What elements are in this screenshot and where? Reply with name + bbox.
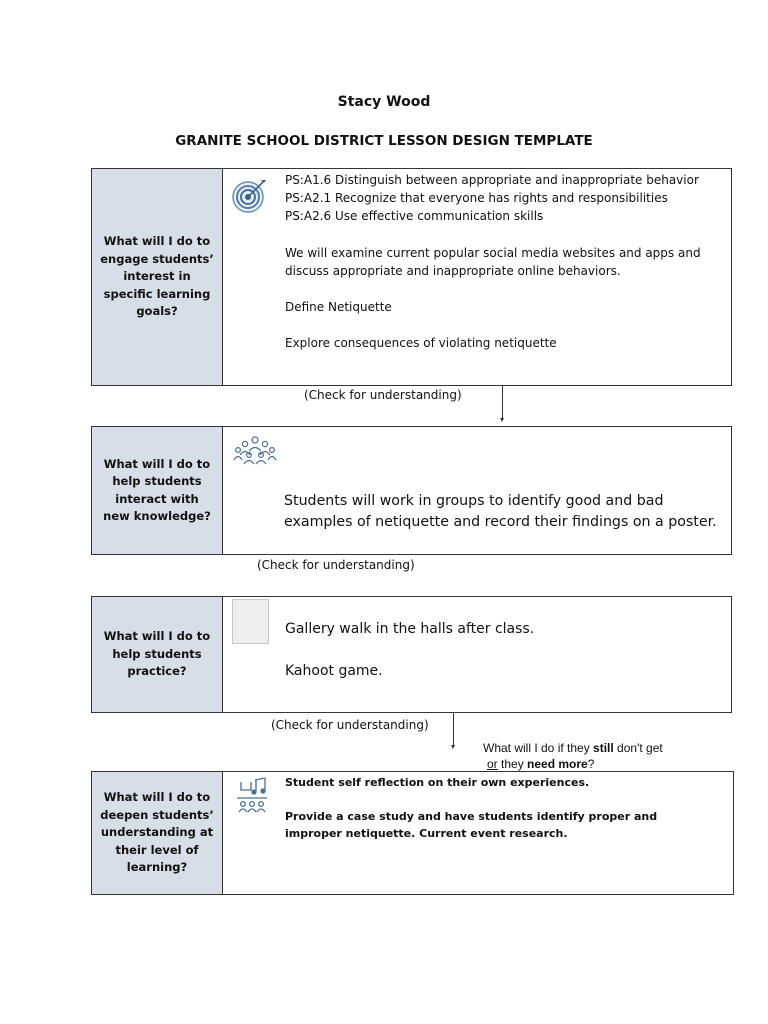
- side-note-or: or: [487, 757, 498, 771]
- side-note-still: still: [593, 741, 614, 755]
- check-for-understanding: (Check for understanding): [304, 388, 462, 402]
- content-self-reflection: Student self reflection on their own experiences.: [285, 776, 590, 789]
- content-groups: Students will work in groups to identify good and bad examples of netiquette and record their findings on a poster.: [284, 493, 717, 530]
- section-interact: [91, 426, 732, 555]
- section-deepen: [91, 771, 734, 895]
- connector-line: [453, 713, 454, 747]
- section-content: [284, 491, 729, 533]
- side-note-text: they: [497, 757, 528, 771]
- connector-line: [502, 386, 503, 419]
- document-title: GRANITE SCHOOL DISTRICT LESSON DESIGN TEMPLATE: [175, 133, 593, 149]
- arrow-down-icon: [500, 418, 504, 422]
- content-case-study: Provide a case study and have students identify proper and improper netiquette. Current event research.: [285, 810, 658, 840]
- content-kahoot: Kahoot game.: [285, 663, 383, 679]
- standard-a2-6: PS:A2.6 Use effective communication skills: [285, 209, 544, 223]
- side-note-text: What will I do if they: [483, 741, 594, 755]
- check-for-understanding: (Check for understanding): [257, 558, 415, 572]
- content-examine: We will examine current popular social media websites and apps and discuss appropriate and inappropriate online behaviors.: [285, 246, 701, 278]
- section-question: What will I do to deepen students’ understanding at their level of learning?: [92, 772, 223, 894]
- side-note-need-more: need more: [527, 757, 588, 771]
- blank-image-icon: [232, 599, 269, 644]
- standard-a2-1: PS:A2.1 Recognize that everyone has rights and responsibilities: [285, 191, 668, 205]
- side-note: [483, 740, 713, 772]
- side-note-text: ?: [587, 757, 595, 771]
- section-question: What will I do to help students interact with new knowledge?: [92, 427, 223, 554]
- section-question: What will I do to help students practice?: [92, 597, 223, 712]
- section-practice: [91, 596, 732, 713]
- content-define: Define Netiquette: [285, 300, 392, 314]
- reflection-icon: [235, 776, 269, 819]
- standard-a1-6: PS:A1.6 Distinguish between appropriate and inappropriate behavior: [285, 173, 699, 187]
- arrow-down-icon: [451, 745, 455, 749]
- target-icon: [232, 177, 268, 220]
- group-icon: [233, 435, 277, 474]
- check-for-understanding: (Check for understanding): [271, 718, 429, 732]
- section-content: [285, 171, 725, 352]
- content-gallery-walk: Gallery walk in the halls after class.: [285, 621, 535, 637]
- section-content: [285, 619, 705, 681]
- section-content: [285, 774, 715, 842]
- side-note-text: don't get: [613, 741, 663, 755]
- content-explore: Explore consequences of violating netiquette: [285, 336, 557, 350]
- author-name: Stacy Wood: [337, 94, 431, 110]
- section-question: What will I do to engage students’ interest in specific learning goals?: [92, 169, 223, 385]
- section-engage: [91, 168, 732, 386]
